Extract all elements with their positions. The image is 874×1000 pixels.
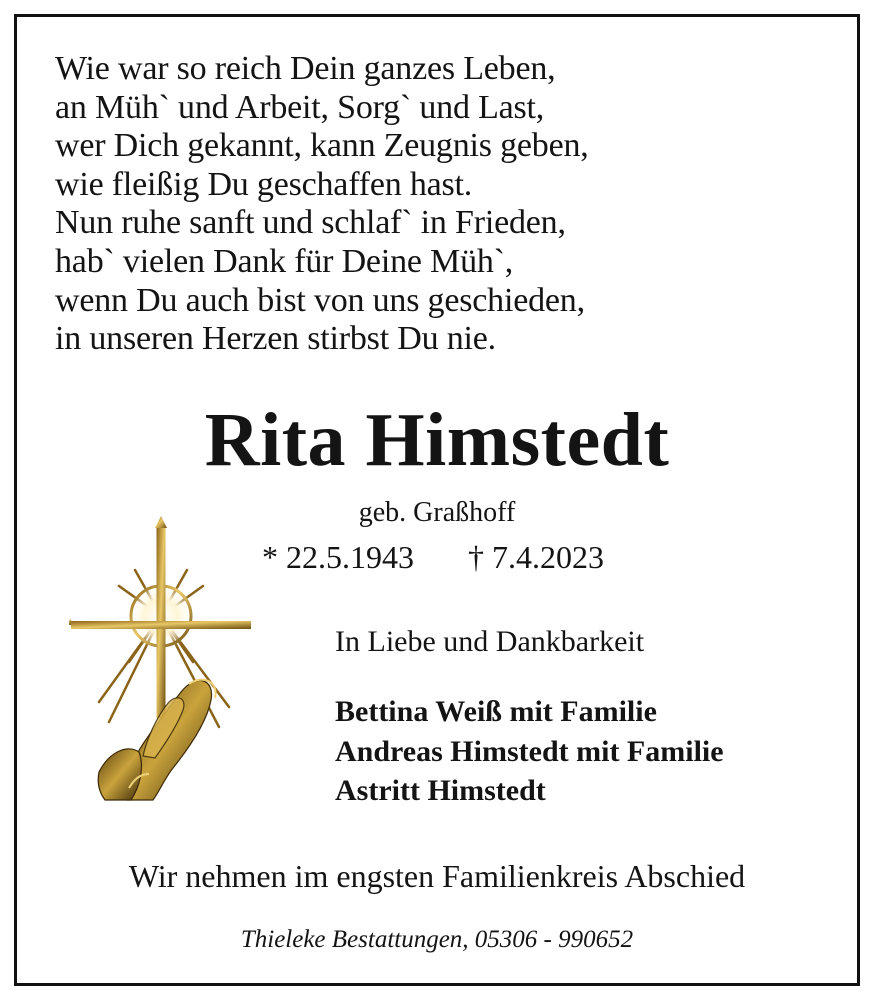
funeral-home-contact: Thieleke Bestattungen, 05306 - 990652 bbox=[240, 926, 634, 953]
poem-line: in unseren Herzen stirbst Du nie. bbox=[55, 320, 496, 358]
maiden-name: geb. Graßhoff bbox=[358, 497, 516, 528]
mourners-list bbox=[335, 692, 724, 811]
deceased-name: Rita Himstedt bbox=[204, 398, 670, 482]
poem-line: an Müh` und Arbeit, Sorg` und Last, bbox=[55, 88, 545, 126]
poem-line: Nun ruhe sanft und schlaf` in Frieden, bbox=[55, 204, 566, 242]
poem-line: wer Dich gekannt, kann Zeugnis geben, bbox=[55, 127, 589, 165]
mourner: Astritt Himstedt bbox=[335, 774, 546, 807]
cross-with-praying-hands-icon bbox=[69, 512, 253, 804]
farewell-note: Wir nehmen im engsten Familienkreis Abschied bbox=[128, 858, 746, 894]
life-dates bbox=[262, 537, 604, 577]
poem-line: Wie war so reich Dein ganzes Leben, bbox=[55, 50, 556, 87]
poem-line: wie fleißig Du geschaffen hast. bbox=[55, 165, 473, 203]
poem-line: wenn Du auch bist von uns geschieden, bbox=[55, 281, 585, 319]
death-date: † 7.4.2023 bbox=[468, 539, 604, 575]
birth-date: * 22.5.1943 bbox=[262, 539, 414, 575]
memorial-poem bbox=[55, 50, 589, 359]
mourner: Bettina Weiß mit Familie bbox=[335, 695, 657, 728]
thanks-line: In Liebe und Dankbarkeit bbox=[335, 625, 645, 658]
poem-line: hab` vielen Dank für Deine Müh`, bbox=[55, 242, 514, 280]
mourner: Andreas Himstedt mit Familie bbox=[335, 734, 724, 768]
obituary-notice bbox=[14, 14, 860, 986]
